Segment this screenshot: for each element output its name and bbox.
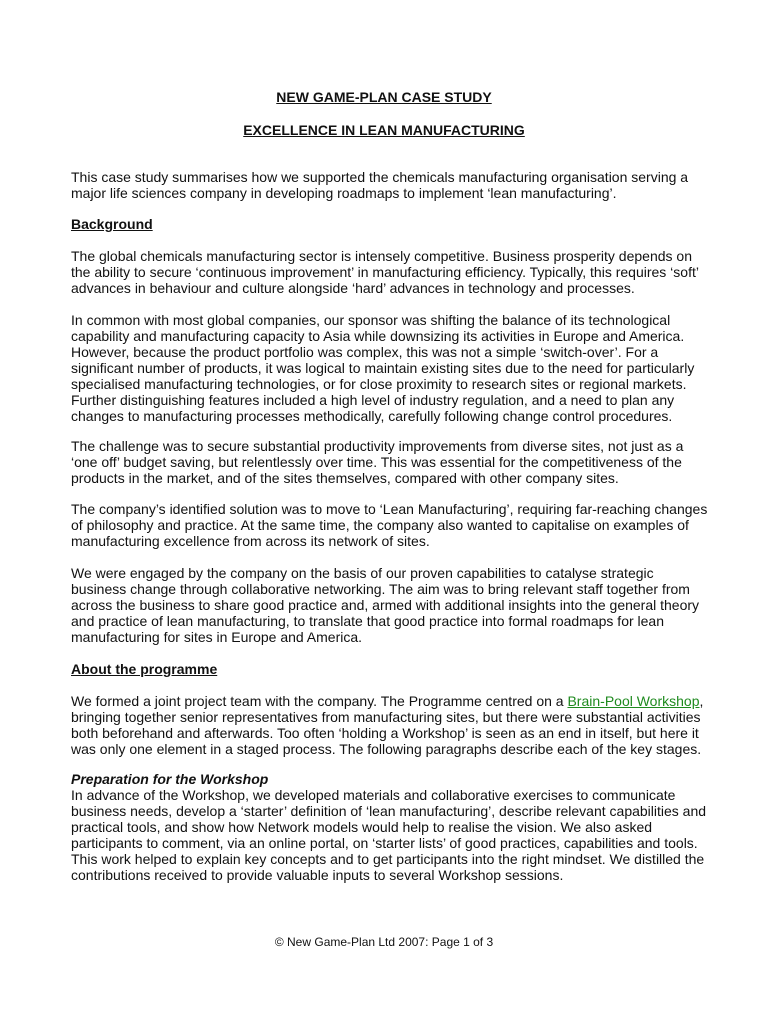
brain-pool-workshop-link[interactable]: Brain-Pool Workshop bbox=[567, 693, 700, 709]
programme-heading: About the programme bbox=[71, 661, 218, 677]
programme-paragraph bbox=[71, 693, 711, 757]
preparation-paragraph: In advance of the Workshop, we developed materials and collaborative exercises to communicate business needs, develop a ‘starter’ definition of ‘lean manufacturing’, describe relevant capabilities and practical tools, and show how Network models would help to realise the vision. We also asked participants to comment, via an online portal, on ‘starter lists’ of good practices, capabilities and tools. This work helped to explain key concepts and to get participants into the right mindset. We distilled the contributions received to provide valuable inputs to several Workshop sessions. bbox=[71, 787, 707, 883]
programme-text-start: We formed a joint project team with the company. The Programme centred on a bbox=[71, 693, 568, 709]
programme-text-end: , bringing together senior representatives from manufacturing sites, but there were substantial activities both beforehand and afterwards. Too often ‘holding a Workshop’ is seen as an end in itself, but here it was only one element in a staged process. The following paragraphs describe each of the key stages. bbox=[71, 693, 704, 757]
preparation-heading: Preparation for the Workshop bbox=[71, 771, 269, 787]
background-paragraph-5: We were engaged by the company on the basis of our proven capabilities to catalyse strategic business change through collaborative networking. The aim was to bring relevant staff together from across the business to share good practice and, armed with additional insights into the general theory and practice of lean manufacturing, to translate that good practice into formal roadmaps for lean manufacturing for sites in Europe and America. bbox=[71, 565, 700, 645]
page-footer: © New Game-Plan Ltd 2007: Page 1 of 3 bbox=[274, 935, 494, 949]
intro-paragraph: This case study summarises how we supported the chemicals manufacturing organisation serving a major life sciences company in developing roadmaps to implement ‘lean manufacturing’. bbox=[71, 169, 689, 201]
background-paragraph-2: In common with most global companies, our sponsor was shifting the balance of its technological capability and manufacturing capacity to Asia while downsizing its activities in Europe and America. However, because the product portfolio was complex, this was not a simple ‘switch-over’. For a significant number of products, it was logical to maintain existing sites due to the need for particularly specialised manufacturing technologies, or for close proximity to research sites or regional markets. Further distinguishing features included a high level of industry regulation, and a need to plan any changes to manufacturing processes methodically, carefully following change control procedures. bbox=[71, 312, 695, 424]
background-paragraph-4: The company’s identified solution was to move to ‘Lean Manufacturing’, requiring far-reaching changes of philosophy and practice. At the same time, the company also wanted to capitalise on examples of manufacturing excellence from across its network of sites. bbox=[71, 501, 708, 549]
document-subtitle: EXCELLENCE IN LEAN MANUFACTURING bbox=[243, 122, 525, 138]
document-title: NEW GAME-PLAN CASE STUDY bbox=[276, 89, 492, 105]
background-heading: Background bbox=[71, 216, 153, 232]
background-paragraph-1: The global chemicals manufacturing sector is intensely competitive. Business prosperity depends on the ability to secure ‘continuous improvement’ in manufacturing efficiency. Typically, this requires ‘soft’ advances in behaviour and culture alongside ‘hard’ advances in technology and processes. bbox=[71, 248, 699, 296]
background-paragraph-3: The challenge was to secure substantial productivity improvements from diverse sites, not just as a ‘one off’ budget saving, but relentlessly over time. This was essential for the competitiveness of the products in the market, and of the sites themselves, compared with other company sites. bbox=[71, 438, 684, 486]
